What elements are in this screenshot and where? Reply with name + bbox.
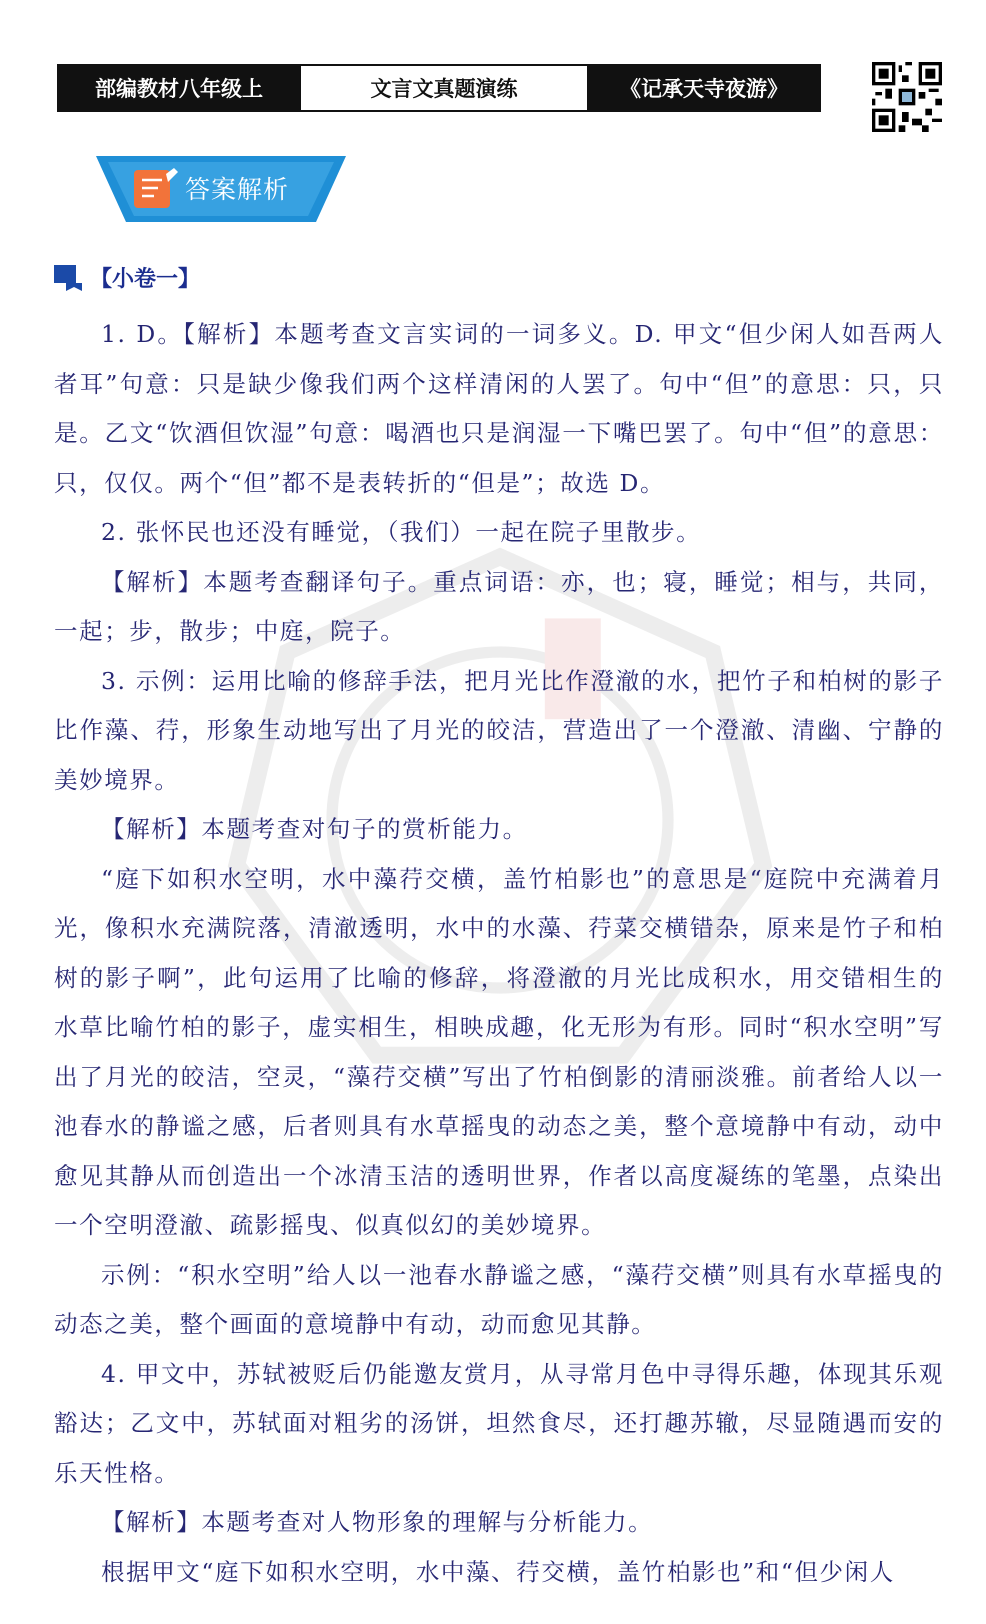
answer-3-example: 示例：“积水空明”给人以一池春水静谧之感，“藻荇交横”则具有水草摇曳的动态之美，整个画面的意境静中有动，动而愈见其静。 [54, 1260, 944, 1338]
answer-3: 3. 示例：运用比喻的修辞手法，把月光比作澄澈的水，把竹子和柏树的影子比作藻、荇，形象生动地写出了月光的皎洁，营造出了一个澄澈、清幽、宁静的美妙境界。 [54, 666, 944, 794]
subheading [54, 262, 200, 293]
answer-3-analysis: “庭下如积水空明，水中藻荇交横，盖竹柏影也”的意思是“庭院中充满着月光，像积水充满院落，清澈透明，水中的水藻、荇菜交横错杂，原来是竹子和柏树的影子啊”，此句运用了比喻的修辞，将澄澈的月光比成积水，用交错相生的水草比喻竹柏的影子，虚实相生，相映成趣，化无形为有形。同时“积水空明”写出了月光的皎洁，空灵，“藻荇交横”写出了竹柏倒影的清丽淡雅。前者给人以一池春水的静谧之感，后者则具有水草摇曳的动态之美，整个意境静中有动，动中愈见其静从而创造出一个冰清玉洁的透明世界，作者以高度凝练的笔墨，点染出一个空明澄澈、疏影摇曳、似真似幻的美妙境界。 [54, 864, 944, 1239]
header-grade: 部编教材八年级上 [59, 66, 299, 110]
subheading-text: 【小卷一】 [90, 267, 201, 292]
answer-3-analysis-heading: 【解析】本题考查对句子的赏析能力。 [101, 815, 528, 843]
header-lesson: 《记承天寺夜游》 [589, 66, 819, 110]
banner-label: 答案解析 [185, 175, 290, 204]
bookmark-icon [54, 265, 82, 291]
answer-1: 1. D。【解析】本题考查文言实词的一词多义。D. 甲文“但少闲人如吾两人者耳”句意：只是缺少像我们两个这样清闲的人罢了。句中“但”的意思：只，只是。乙文“饮酒但饮湿”句意：喝酒也只是润湿一下嘴巴罢了。句中“但”的意思：只，仅仅。两个“但”都不是表转折的“但是”；故选 D。 [54, 320, 944, 497]
answer-4-analysis-heading: 【解析】本题考查对人物形象的理解与分析能力。 [101, 1508, 654, 1536]
header-topic: 文言文真题演练 [299, 66, 589, 110]
answer-4-analysis: 根据甲文“庭下如积水空明，水中藻、荇交横，盖竹柏影也”和“但少闲人 [101, 1557, 895, 1586]
qr-code-icon [872, 62, 942, 132]
answer-2: 2. 张怀民也还没有睡觉，（我们）一起在院子里散步。 [101, 518, 702, 546]
answer-content [54, 310, 944, 1597]
answer-2-analysis: 【解析】本题考查翻译句子。重点词语：亦，也；寝，睡觉；相与，共同，一起；步，散步；中庭，院子。 [54, 567, 944, 645]
header-bar [57, 64, 821, 112]
answer-4: 4. 甲文中，苏轼被贬后仍能邀友赏月，从寻常月色中寻得乐趣，体现其乐观豁达；乙文中，苏轼面对粗劣的汤饼，坦然食尽，还打趣苏辙，尽显随遇而安的乐天性格。 [54, 1359, 944, 1487]
